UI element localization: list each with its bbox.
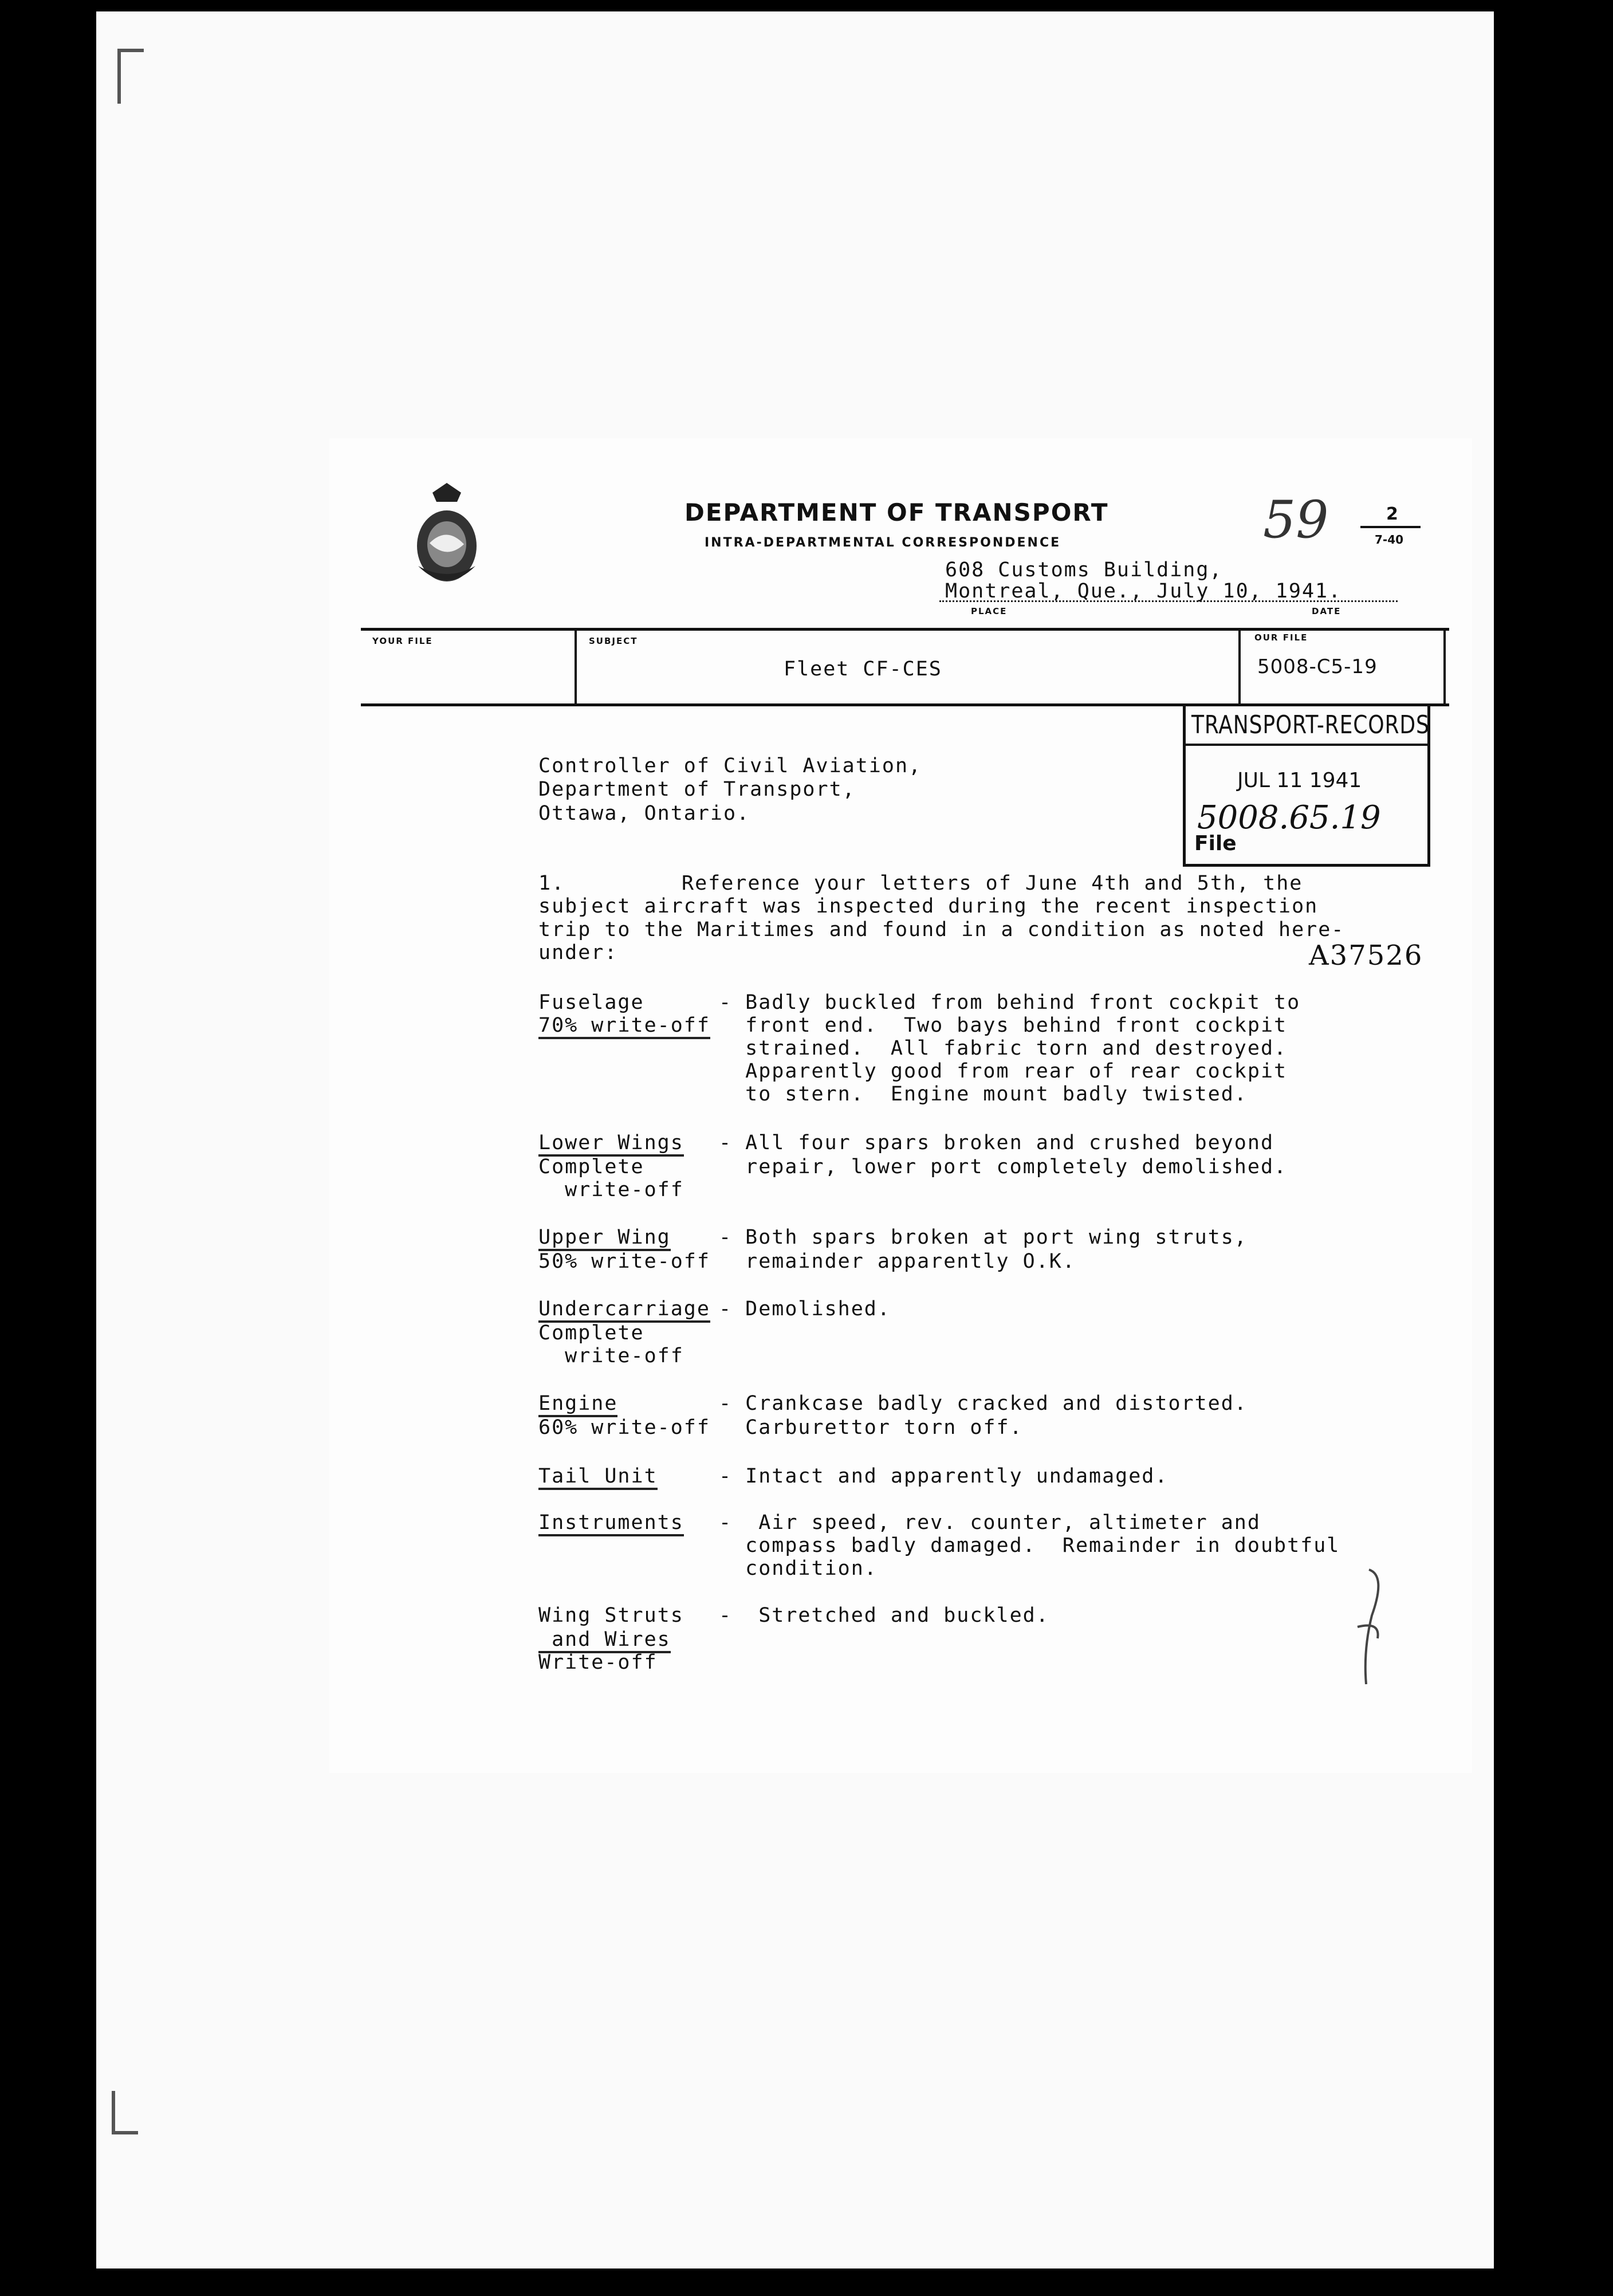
- paragraph-line-3: trip to the Maritimes and found in a condition as noted here-: [538, 918, 1345, 941]
- stamp-title-rule: [1183, 744, 1430, 746]
- department-title: DEPARTMENT OF TRANSPORT: [684, 498, 1109, 526]
- stamp-file-label: File: [1194, 832, 1237, 855]
- form-divider: [1360, 526, 1421, 528]
- item-desc-fuselage-1: - Badly buckled from behind front cockpit to: [719, 991, 1301, 1014]
- header-divider-2: [1238, 628, 1241, 703]
- handwritten-initial-icon: [1346, 1564, 1392, 1690]
- item-desc-lower-wings-1: - All four spars broken and crushed beyond: [719, 1131, 1274, 1154]
- header-divider-1: [575, 628, 577, 703]
- form-date: 7-40: [1375, 533, 1404, 547]
- item-desc-lower-wings-2: repair, lower port completely demolished.: [719, 1155, 1288, 1178]
- header-divider-3: [1443, 628, 1446, 703]
- item-desc-upper-wing-1: - Both spars broken at port wing struts,: [719, 1226, 1248, 1249]
- paragraph-line-2: subject aircraft was inspected during the recent inspection: [538, 895, 1319, 918]
- correspondence-subtitle: INTRA-DEPARTMENTAL CORRESPONDENCE: [705, 536, 1061, 550]
- item-label-lower-wings: Lower Wings: [538, 1131, 684, 1157]
- item-status-lower-wings-1: Complete: [538, 1155, 644, 1178]
- place-date-line: Montreal, Que., July 10, 1941.: [945, 580, 1342, 603]
- corner-mark-bottom-left: [112, 2091, 138, 2134]
- item-label-upper-wing: Upper Wing: [538, 1226, 671, 1251]
- item-desc-instruments-3: condition.: [719, 1557, 878, 1580]
- item-desc-tail-unit: - Intact and apparently undamaged.: [719, 1465, 1169, 1488]
- stamp-file-number: 5008.65.19: [1197, 799, 1381, 836]
- item-status-engine: 60% write-off: [538, 1416, 710, 1439]
- paragraph-line-1: Reference your letters of June 4th and 5th, the: [682, 872, 1303, 895]
- item-desc-fuselage-2: front end. Two bays behind front cockpit: [719, 1014, 1288, 1037]
- handwritten-page-mark: 59: [1263, 490, 1329, 550]
- item-status-wing-struts-2: Write-off: [538, 1651, 658, 1674]
- recipient-line-1: Controller of Civil Aviation,: [538, 754, 922, 777]
- item-desc-fuselage-4: Apparently good from rear of rear cockpit: [719, 1060, 1288, 1083]
- corner-mark-top-left: [117, 49, 144, 104]
- item-status-upper-wing: 50% write-off: [538, 1250, 710, 1273]
- item-desc-instruments-2: compass badly damaged. Remainder in doubtful: [719, 1534, 1340, 1557]
- item-desc-fuselage-3: strained. All fabric torn and destroyed.: [719, 1037, 1288, 1060]
- your-file-label: YOUR FILE: [372, 636, 433, 646]
- recipient-line-3: Ottawa, Ontario.: [538, 802, 750, 825]
- place-label: PLACE: [971, 606, 1008, 616]
- item-status-undercarriage-2: write-off: [538, 1344, 684, 1367]
- item-label-engine: Engine: [538, 1392, 617, 1417]
- item-desc-undercarriage: - Demolished.: [719, 1298, 891, 1320]
- item-label-tail-unit: Tail Unit: [538, 1465, 658, 1490]
- date-label: DATE: [1312, 606, 1341, 616]
- item-desc-fuselage-5: to stern. Engine mount badly twisted.: [719, 1083, 1248, 1106]
- subject-value: Fleet CF-CES: [784, 658, 942, 681]
- our-file-label: OUR FILE: [1254, 632, 1308, 643]
- item-status-fuselage: 70% write-off: [538, 1014, 710, 1039]
- header-top-rule: [361, 628, 1449, 631]
- item-desc-engine-1: - Crankcase badly cracked and distorted.: [719, 1392, 1248, 1415]
- item-desc-wing-struts: - Stretched and buckled.: [719, 1604, 1049, 1627]
- item-label-fuselage: Fuselage: [538, 991, 644, 1014]
- crest-icon: [401, 480, 493, 595]
- item-desc-instruments-1: - Air speed, rev. counter, altimeter and: [719, 1511, 1261, 1534]
- item-status-undercarriage-1: Complete: [538, 1322, 644, 1344]
- address-line: 608 Customs Building,: [945, 559, 1223, 581]
- item-label-undercarriage: Undercarriage: [538, 1298, 710, 1323]
- stamp-date: JUL 11 1941: [1237, 769, 1362, 792]
- archive-number: A37526: [1309, 939, 1423, 972]
- item-status-lower-wings-2: write-off: [538, 1178, 684, 1201]
- place-date-dotted-line: [939, 600, 1398, 602]
- subject-label: SUBJECT: [589, 636, 638, 646]
- item-desc-engine-2: Carburettor torn off.: [719, 1416, 1023, 1439]
- form-number: 2: [1386, 504, 1398, 524]
- paragraph-number: 1.: [538, 872, 565, 895]
- our-file-value: 5008-C5-19: [1257, 655, 1378, 678]
- item-desc-upper-wing-2: remainder apparently O.K.: [719, 1250, 1076, 1273]
- stamp-title: TRANSPORT-RECORDS: [1191, 710, 1430, 740]
- item-label-wing-struts: Wing Struts: [538, 1604, 684, 1627]
- item-status-wing-struts-1: and Wires: [538, 1628, 671, 1653]
- item-label-instruments: Instruments: [538, 1511, 684, 1536]
- recipient-line-2: Department of Transport,: [538, 778, 856, 801]
- paragraph-line-4: under:: [538, 941, 618, 964]
